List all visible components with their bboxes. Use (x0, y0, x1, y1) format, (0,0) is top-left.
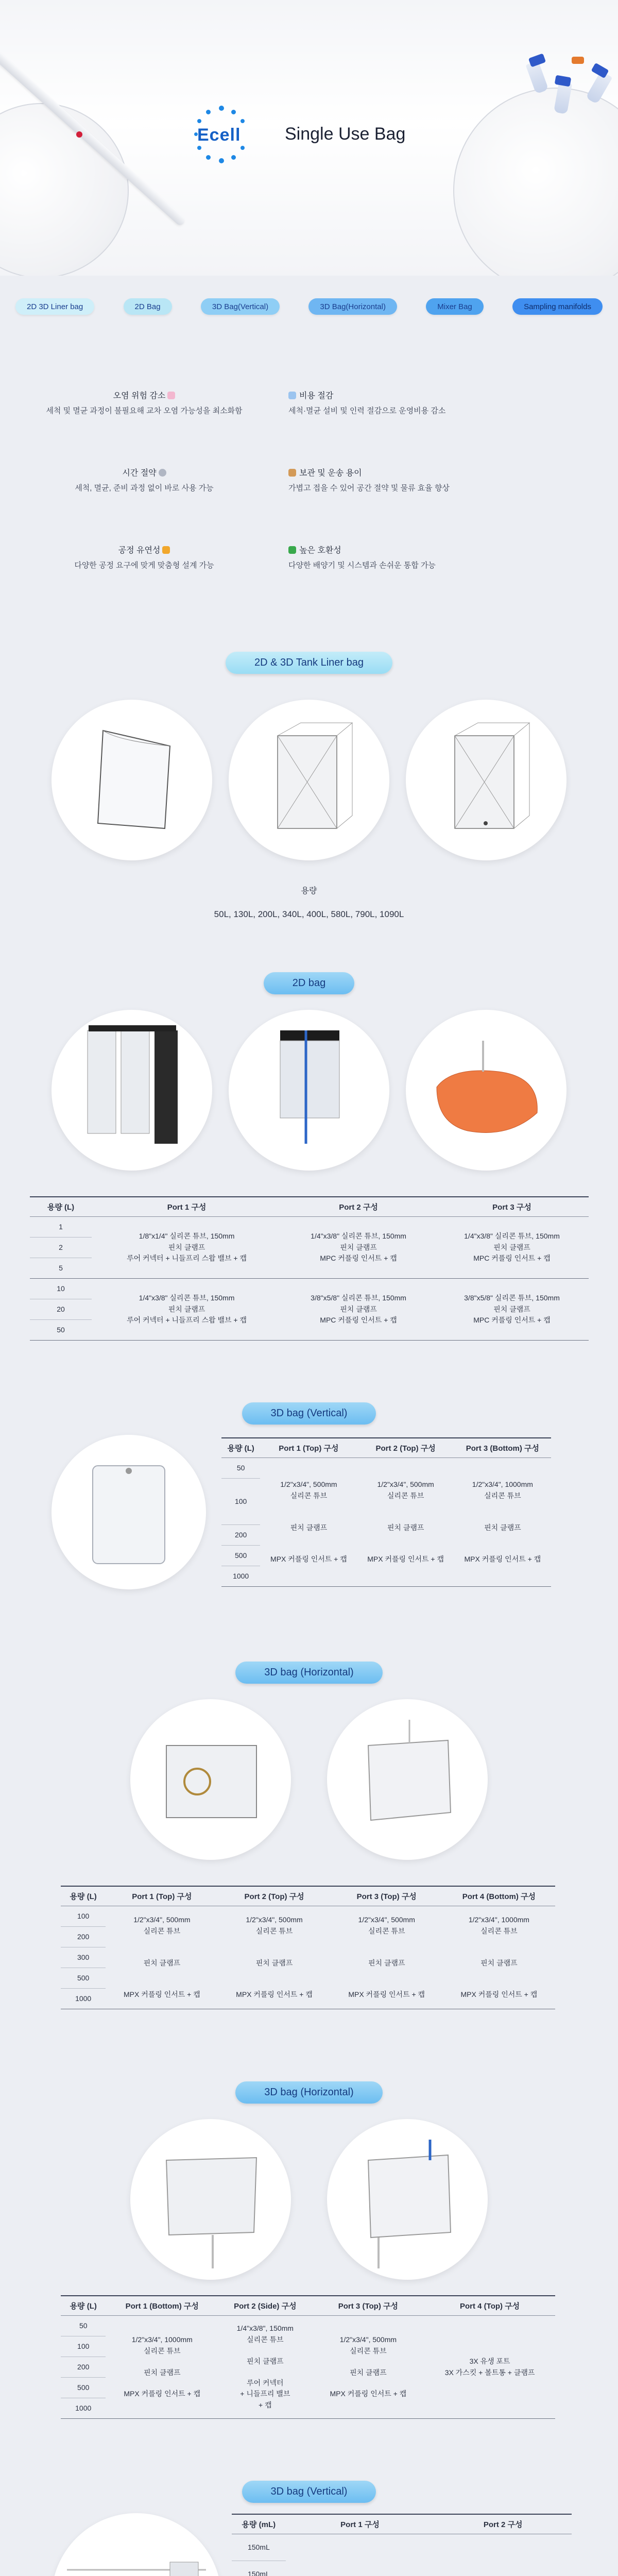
port-spec: 실리콘 튜브 (350, 2346, 387, 2355)
section-title-3d-vertical: 3D bag (Vertical) (242, 1402, 376, 1425)
section-title-3d-horizontal: 3D bag (Horizontal) (235, 1662, 382, 1684)
hero-banner (0, 0, 618, 276)
tab-mixer-bag[interactable]: Mixer Bag (426, 298, 484, 315)
port-spec: 실리콘 튜브 (290, 1491, 328, 1500)
feature-desc: 다양한 공정 요구에 맞게 맞춤형 설계 가능 (74, 561, 214, 570)
feature-desc: 세척·멸균 설비 및 인력 절감으로 운영비용 감소 (288, 406, 446, 415)
column-header: Port 1 (Top) 구성 (260, 1438, 357, 1458)
capacity-cell: 50 (221, 1458, 260, 1479)
capacity-cell: 1000 (61, 1989, 106, 2009)
capacity-cell: 200 (61, 2357, 106, 2378)
sparkle-icon (167, 392, 175, 399)
port-spec: 핀치 클램프 (368, 1958, 405, 1967)
feature-desc: 세척, 멸균, 준비 과정 없이 바로 사용 가능 (75, 484, 214, 493)
column-header: Port 1 구성 (286, 2514, 435, 2534)
capacity-cell: 50 (61, 2316, 106, 2336)
capacity-cell: 10 (30, 1279, 92, 1299)
horizontal-bag-image (327, 2119, 488, 2280)
vertical-bag-spec-table (221, 1437, 551, 1587)
feature-item (0, 544, 288, 595)
port-spec: MPX 커플링 인서트 + 캡 (348, 1990, 425, 1999)
horizontal-bag-image (130, 2119, 291, 2280)
column-header: Port 1 (Top) 구성 (106, 1886, 218, 1906)
capacity-cell: 200 (61, 1927, 106, 1947)
petri-dish-image (453, 88, 618, 276)
port-spec: MPX 커플링 인서트 + 캡 (464, 1555, 541, 1564)
port-spec: MPC 커플링 인서트 + 캡 (473, 1316, 551, 1325)
port-spec: 3X 가스킷 + 볼트통 + 클램프 (444, 2368, 535, 2377)
feature-item (288, 466, 515, 518)
capacity-cell: 1 (30, 1217, 92, 1238)
vertical-bag-2-spec-table (232, 2514, 572, 2576)
port-spec: 핀치 클램프 (493, 1243, 530, 1251)
vertical-bag-image (52, 1435, 206, 1589)
column-header: Port 2 (Top) 구성 (218, 1886, 330, 1906)
capacity-cell: 500 (61, 1968, 106, 1989)
2d-bag-image (406, 1010, 566, 1171)
feature-list (0, 332, 618, 621)
feature-desc: 세척 및 멸균 과정이 불필요해 교차 오염 가능성을 최소화함 (46, 406, 243, 415)
capacity-cell: 1000 (61, 2398, 106, 2419)
capacity-cell: 150mL (232, 2561, 286, 2576)
port-spec: 3/8"x5/8" 실리콘 튜브, 150mm (464, 1293, 560, 1302)
port-spec: 핀치 클램프 (168, 1304, 205, 1313)
column-header: Port 4 (Bottom) 구성 (443, 1886, 555, 1906)
port-spec: 핀치 클램프 (484, 1523, 521, 1532)
port-spec: 핀치 클램프 (143, 2368, 181, 2377)
port-spec: 핀치 클램프 (350, 2368, 387, 2377)
port-spec: 실리콘 튜브 (143, 1926, 181, 1935)
feature-desc: 가볍고 접을 수 있어 공간 절약 및 물류 효율 향상 (288, 484, 450, 493)
liner-bag-image (406, 700, 566, 860)
page-title: Single Use Bag (285, 124, 406, 144)
column-header: Port 1 (Bottom) 구성 (106, 2296, 218, 2316)
capacity-cell: 20 (30, 1299, 92, 1320)
liner-bag-image (52, 700, 212, 860)
brand-logo (193, 106, 405, 162)
liner-bag-image (229, 700, 389, 860)
port-spec: 1/2"x3/4", 500mm (246, 1916, 303, 1924)
port-spec: 1/4"x3/8" 실리콘 튜브, 150mm (464, 1231, 560, 1240)
column-header: 용량 (L) (61, 1886, 106, 1906)
port-spec: MPC 커플링 인서트 + 캡 (320, 1316, 397, 1325)
column-header: 용량 (mL) (232, 2514, 286, 2534)
section-title-3d-vertical-2: 3D bag (Vertical) (242, 2481, 376, 2503)
port-spec: MPC 커플링 인서트 + 캡 (320, 1254, 397, 1263)
port-spec: 루어 커넥터 (247, 2378, 284, 2387)
section-title-liner-bag: 2D & 3D Tank Liner bag (226, 652, 392, 674)
horizontal-bag-images (0, 1699, 618, 1860)
port-spec: MPX 커플링 인서트 + 캡 (367, 1555, 444, 1564)
column-header: Port 2 구성 (434, 2514, 572, 2534)
2d-bag-image (52, 1010, 212, 1171)
horizontal-bag-image (130, 1699, 291, 1860)
tab-3d-bag-vertical[interactable]: 3D Bag(Vertical) (201, 298, 280, 315)
port-spec: 1/2"x3/4", 1000mm (131, 2335, 193, 2344)
port-spec: 실리콘 튜브 (255, 1926, 293, 1935)
port-spec: 1/4"x3/8" 실리콘 튜브, 150mm (139, 1293, 235, 1302)
tube-cap-image (555, 75, 572, 87)
port-spec (286, 2534, 435, 2576)
feature-item (0, 466, 288, 518)
port-spec: 핀치 클램프 (387, 1523, 424, 1532)
section-title-2d-bag: 2D bag (264, 972, 355, 994)
capacity-cell: 300 (61, 1947, 106, 1968)
logo-mark-icon (193, 106, 250, 162)
vertical-bag-block (0, 1435, 618, 1589)
tube-cap-image (572, 57, 584, 64)
port-spec: MPC 커플링 인서트 + 캡 (473, 1254, 551, 1263)
port-spec: MPX 커플링 인서트 + 캡 (330, 2389, 407, 2398)
blood-drop-image (76, 131, 82, 138)
capacity-cell: 100 (61, 2336, 106, 2357)
column-header: 용량 (L) (30, 1197, 92, 1217)
port-spec: 핀치 클램프 (480, 1958, 518, 1967)
column-header: 용량 (L) (61, 2296, 106, 2316)
port-spec: 1/2"x3/4", 500mm (280, 1480, 337, 1489)
horizontal-bag-2-spec-table (0, 2295, 618, 2419)
feature-item (0, 389, 288, 440)
port-spec: 1/2"x3/4", 1000mm (468, 1916, 529, 1924)
capacity-cell: 2 (30, 1238, 92, 1258)
capacity-cell: 200 (221, 1525, 260, 1546)
2d-bag-images (0, 1010, 618, 1171)
port-spec: + 캡 (259, 2400, 272, 2409)
port-spec: 핀치 클램프 (340, 1243, 377, 1251)
brand-name: Ecell (197, 125, 241, 145)
column-header: Port 3 구성 (435, 1197, 589, 1217)
port-spec (434, 2534, 572, 2576)
column-header: Port 2 (Side) 구성 (218, 2296, 312, 2316)
port-spec: 실리콘 튜브 (247, 2335, 284, 2344)
port-spec: 1/2"x3/4", 500mm (133, 1916, 191, 1924)
feature-title: 공정 유연성 (118, 546, 161, 555)
feature-title: 비용 절감 (299, 392, 334, 400)
column-header: Port 2 (Top) 구성 (357, 1438, 454, 1458)
capacity-cell: 150mL (232, 2534, 286, 2561)
feature-item (288, 544, 515, 595)
port-spec: 1/2"x3/4", 500mm (358, 1916, 415, 1924)
port-spec: 핀치 클램프 (143, 1958, 181, 1967)
tab-2d-3d-liner-bag[interactable]: 2D 3D Liner bag (15, 298, 94, 315)
column-header: Port 3 (Top) 구성 (331, 1886, 443, 1906)
port-spec: 핀치 클램프 (168, 1243, 205, 1251)
port-spec: 실리콘 튜브 (387, 1491, 424, 1500)
port-spec: 3X 유생 포트 (469, 2357, 510, 2365)
port-spec: MPX 커플링 인서트 + 캡 (124, 2389, 201, 2398)
port-spec: 실리콘 튜브 (368, 1926, 405, 1935)
horizontal-bag-2-images (0, 2119, 618, 2280)
test-tube-image (586, 71, 613, 105)
column-header: Port 4 (Top) 구성 (424, 2296, 555, 2316)
test-tube-image (526, 60, 549, 94)
column-header: Port 2 구성 (282, 1197, 435, 1217)
check-icon (288, 546, 296, 554)
capacity-cell: 50 (30, 1320, 92, 1341)
sampling-manifold-image (52, 2513, 221, 2576)
2d-bag-spec-table (0, 1196, 618, 1341)
tab-3d-bag-horizontal[interactable]: 3D Bag(Horizontal) (308, 298, 397, 315)
column-header: 용량 (L) (221, 1438, 260, 1458)
port-spec: 실리콘 튜브 (480, 1926, 518, 1935)
piggy-icon (288, 392, 296, 399)
tab-sampling-manifolds[interactable]: Sampling manifolds (512, 298, 603, 315)
volume-label: 용량 (301, 887, 317, 895)
port-spec: 1/2"x3/4", 1000mm (472, 1480, 533, 1489)
category-tabs (0, 276, 618, 332)
capacity-cell: 1000 (221, 1566, 260, 1587)
capacity-cell: 500 (61, 2378, 106, 2398)
port-spec: MPX 커플링 인서트 + 캡 (270, 1555, 347, 1564)
liner-bag-images (0, 700, 618, 860)
feature-item (288, 389, 515, 440)
2d-bag-image (229, 1010, 389, 1171)
port-spec: 실리콘 튜브 (484, 1491, 521, 1500)
capacity-cell: 5 (30, 1258, 92, 1279)
tube-cap-image (528, 53, 546, 67)
switch-icon (162, 546, 170, 554)
port-spec: 1/4"x3/8" 실리콘 튜브, 150mm (311, 1231, 406, 1240)
port-spec: MPX 커플링 인서트 + 캡 (236, 1990, 313, 1999)
capacity-cell: 100 (61, 1906, 106, 1927)
section-title-3d-horizontal-2: 3D bag (Horizontal) (235, 2081, 382, 2104)
port-spec: 핀치 클램프 (340, 1304, 377, 1313)
feature-title: 높은 호환성 (299, 546, 341, 555)
port-spec: 1/8"x1/4" 실리콘 튜브, 150mm (139, 1231, 235, 1240)
port-spec: 1/2"x3/4", 500mm (377, 1480, 434, 1489)
port-spec: 1/2"x3/4", 500mm (339, 2335, 397, 2344)
feature-title: 오염 위험 감소 (113, 392, 166, 400)
port-spec: MPX 커플링 인서트 + 캡 (460, 1990, 538, 1999)
port-spec: 1/4"x3/8", 150mm (236, 2324, 294, 2333)
column-header: Port 3 (Bottom) 구성 (454, 1438, 551, 1458)
port-spec: 3/8"x5/8" 실리콘 튜브, 150mm (311, 1293, 406, 1302)
feature-title: 보관 및 운송 용이 (299, 469, 362, 478)
port-spec: 핀치 클램프 (493, 1304, 530, 1313)
box-icon (288, 469, 296, 477)
clock-icon (159, 469, 166, 477)
vertical-bag-2-block (0, 2513, 618, 2576)
tab-2d-bag[interactable]: 2D Bag (124, 298, 172, 315)
horizontal-bag-image (327, 1699, 488, 1860)
port-spec: 핀치 클램프 (290, 1523, 328, 1532)
port-spec: 실리콘 튜브 (143, 2346, 181, 2355)
capacity-cell: 100 (221, 1479, 260, 1525)
column-header: Port 1 구성 (92, 1197, 282, 1217)
port-spec: + 니들프리 밸브 (240, 2389, 290, 2398)
column-header: Port 3 (Top) 구성 (312, 2296, 425, 2316)
capacity-cell: 500 (221, 1546, 260, 1566)
port-spec: 루어 커넥터 + 니들프리 스왑 밸브 + 캡 (127, 1316, 247, 1325)
petri-dish-image (0, 103, 129, 276)
port-spec: 핀치 클램프 (255, 1958, 293, 1967)
port-spec: MPX 커플링 인서트 + 캡 (123, 1990, 200, 1999)
port-spec: 핀치 클램프 (247, 2357, 284, 2365)
feature-title: 시간 절약 (122, 469, 157, 478)
horizontal-bag-spec-table (0, 1886, 618, 2009)
port-spec: 루어 커넥터 + 니들프리 스왑 밸브 + 캡 (127, 1254, 247, 1263)
volume-list: 50L, 130L, 200L, 340L, 400L, 580L, 790L, 1090L (214, 909, 404, 919)
feature-desc: 다양한 배양기 및 시스템과 손쉬운 통합 가능 (288, 561, 436, 570)
